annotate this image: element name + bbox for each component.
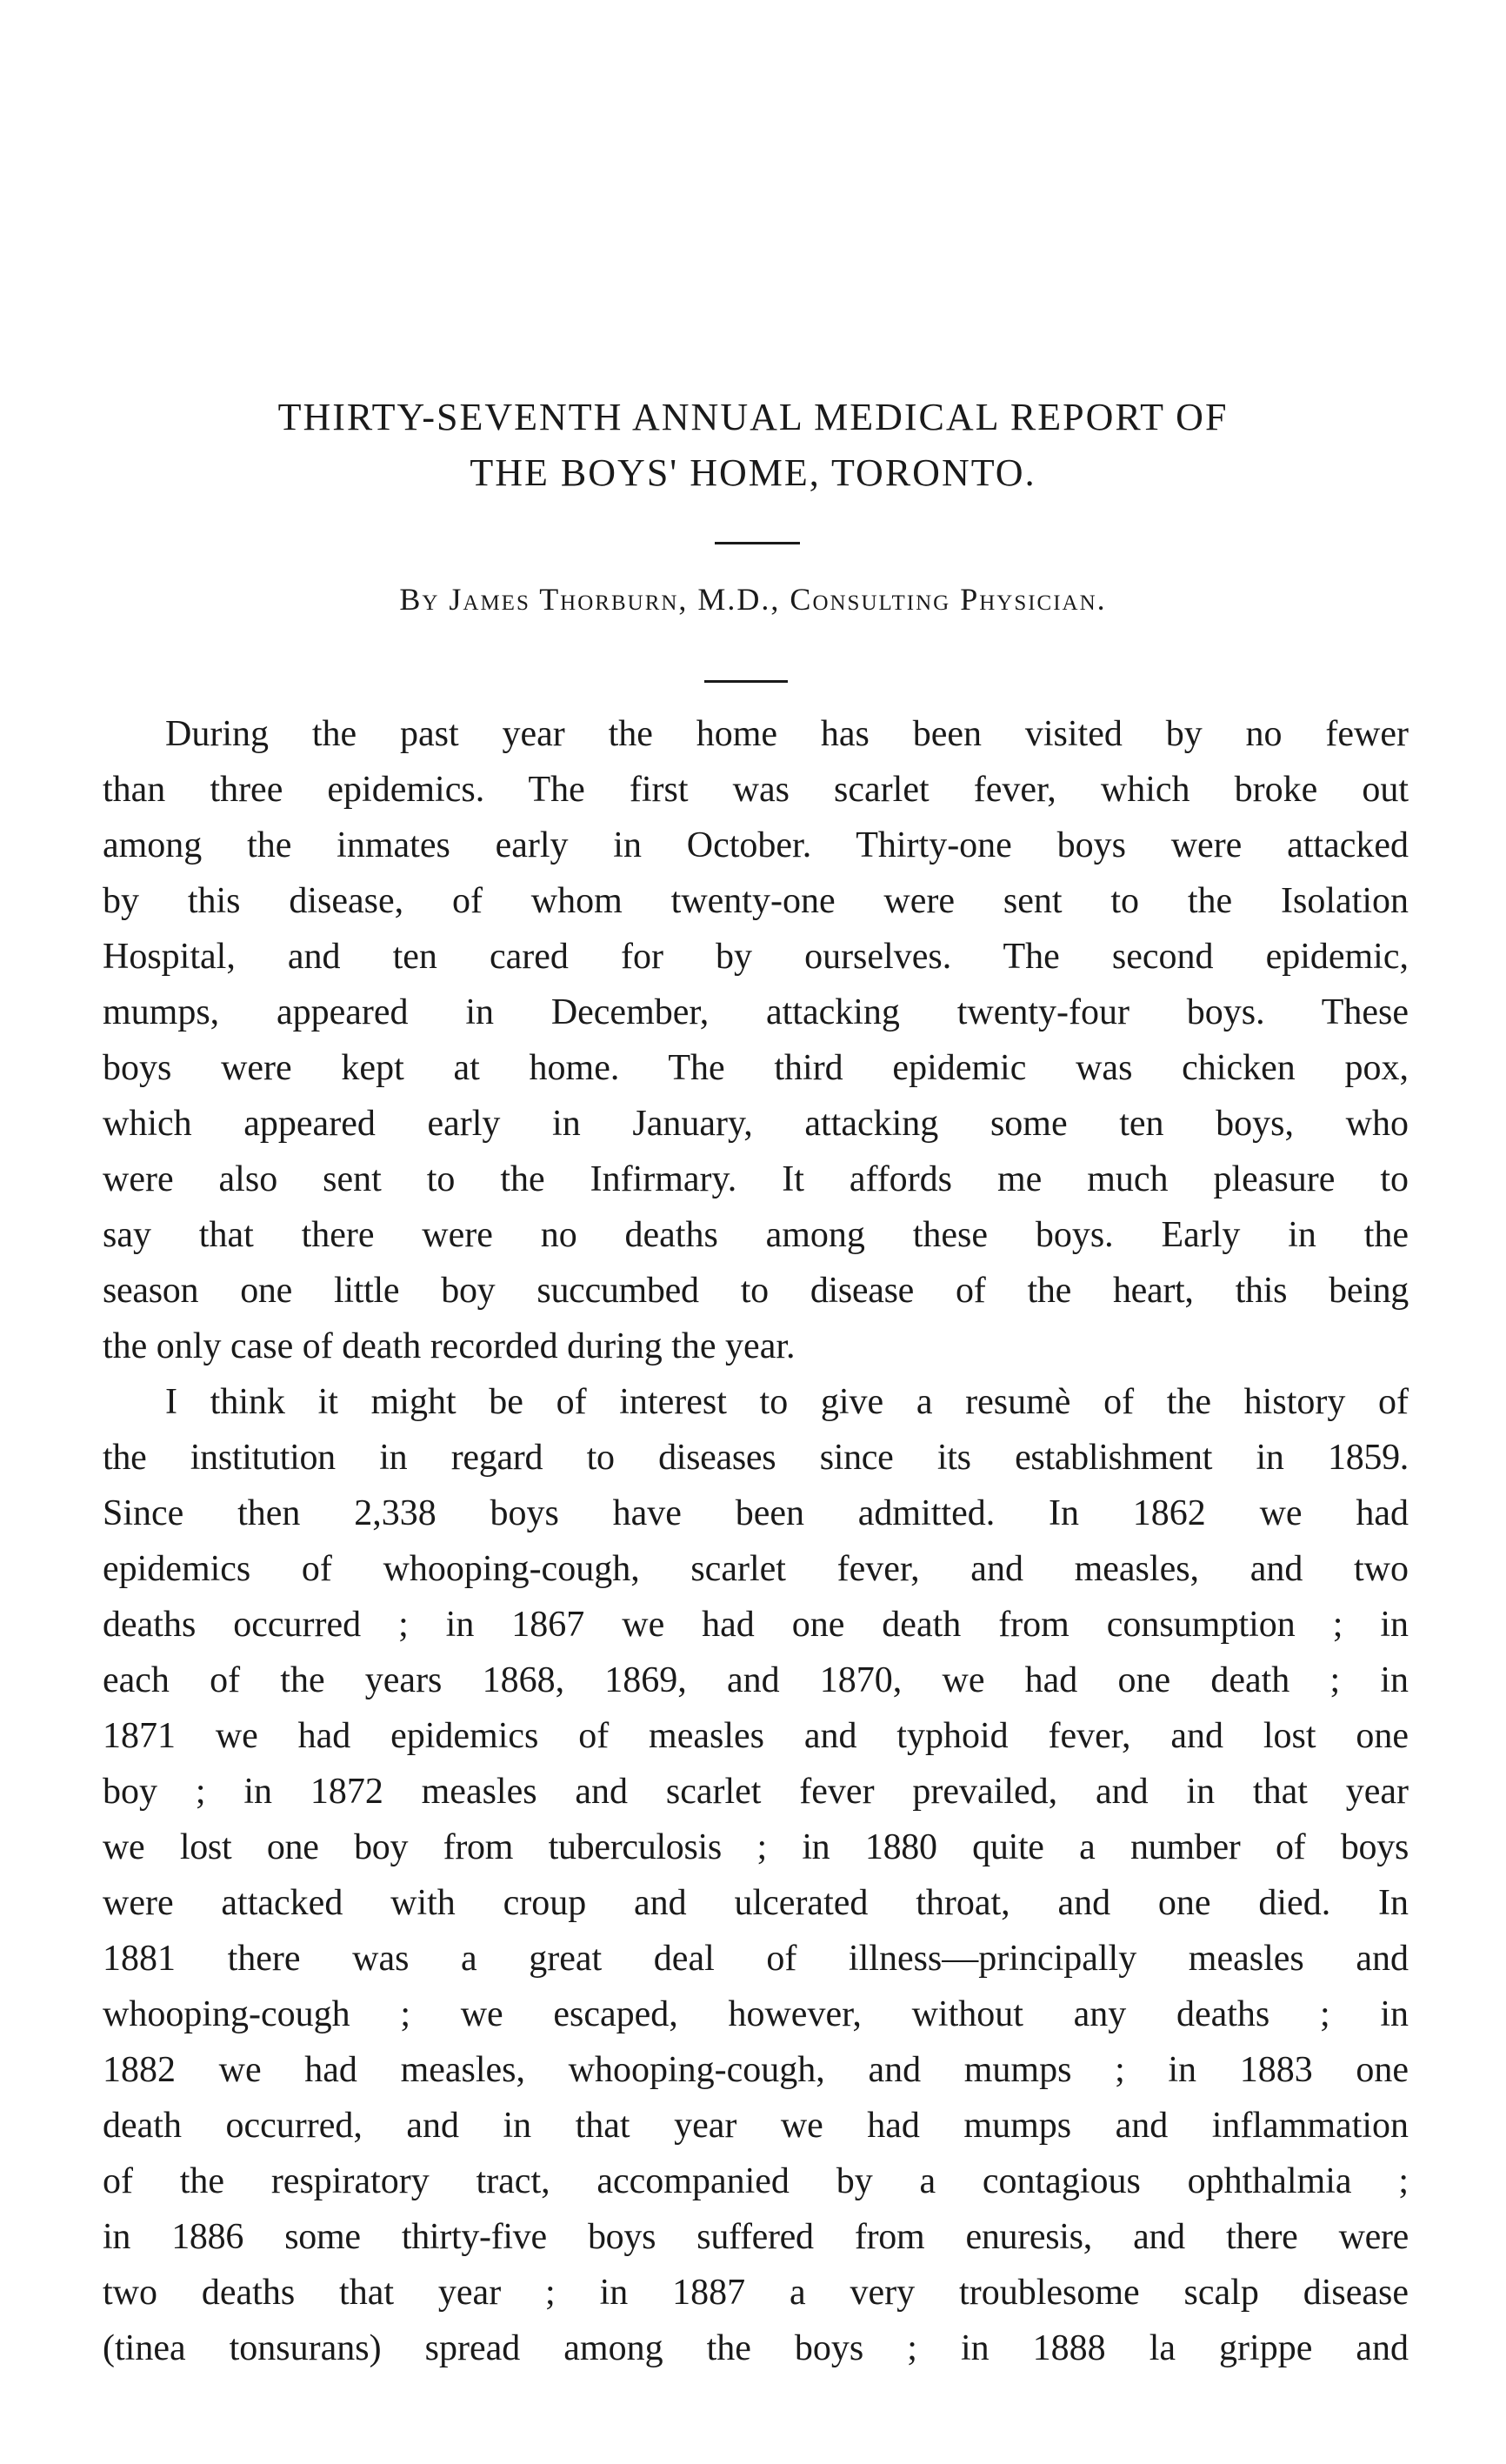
text-line: the only case of death recorded during the year. bbox=[103, 1326, 796, 1366]
text-line: (tinea tonsurans) spread among the boys ; in 1888 la grippe and bbox=[103, 2328, 1409, 2368]
text-line: season one little boy succumbed to disease of the heart, this being bbox=[103, 1271, 1409, 1311]
text-line: deaths occurred ; in 1867 we had one death from consumption ; in bbox=[103, 1605, 1409, 1645]
text-line: among the inmates early in October. Thirty-one boys were attacked bbox=[103, 825, 1409, 865]
text-line: 1871 we had epidemics of measles and typhoid fever, and lost one bbox=[103, 1716, 1409, 1756]
report-title bbox=[0, 390, 1506, 501]
report-body bbox=[103, 706, 1409, 2376]
byline-divider-rule bbox=[704, 680, 788, 683]
text-line: mumps, appeared in December, attacking twenty-four boys. These bbox=[103, 992, 1409, 1032]
text-line: death occurred, and in that year we had mumps and inflammation bbox=[103, 2106, 1409, 2146]
title-divider-rule bbox=[715, 542, 800, 544]
text-line: were attacked with croup and ulcerated throat, and one died. In bbox=[103, 1883, 1409, 1923]
text-line: 1882 we had measles, whooping-cough, and mumps ; in 1883 one bbox=[103, 2050, 1409, 2090]
text-line: Since then 2,338 boys have been admitted. In 1862 we had bbox=[103, 1493, 1409, 1533]
title-line-1: THIRTY-SEVENTH ANNUAL MEDICAL REPORT OF bbox=[277, 396, 1229, 438]
text-line: the institution in regard to diseases since its establishment in 1859. bbox=[103, 1438, 1409, 1478]
text-line: of the respiratory tract, accompanied by a contagious ophthalmia ; bbox=[103, 2161, 1409, 2201]
text-line: were also sent to the Infirmary. It affords me much pleasure to bbox=[103, 1159, 1409, 1199]
text-line: two deaths that year ; in 1887 a very troublesome scalp disease bbox=[103, 2273, 1409, 2313]
text-line: than three epidemics. The first was scarlet fever, which broke out bbox=[103, 770, 1409, 810]
text-line: each of the years 1868, 1869, and 1870, we had one death ; in bbox=[103, 1660, 1409, 1700]
paragraph-history bbox=[103, 1374, 1409, 2376]
text-line: we lost one boy from tuberculosis ; in 1880 quite a number of boys bbox=[103, 1827, 1409, 1867]
text-line: which appeared early in January, attacking some ten boys, who bbox=[103, 1104, 1409, 1144]
author-byline: By James Thorburn, M.D., Consulting Physician. bbox=[399, 582, 1107, 617]
text-line: by this disease, of whom twenty-one were sent to the Isolation bbox=[103, 881, 1409, 921]
text-line: During the past year the home has been visited by no fewer bbox=[165, 714, 1409, 754]
text-line: say that there were no deaths among these boys. Early in the bbox=[103, 1215, 1409, 1255]
text-line: in 1886 some thirty-five boys suffered from enuresis, and there were bbox=[103, 2217, 1409, 2257]
text-line: 1881 there was a great deal of illness—principally measles and bbox=[103, 1939, 1409, 1979]
title-line-2: THE BOYS' HOME, TORONTO. bbox=[470, 451, 1036, 494]
text-line: Hospital, and ten cared for by ourselves. The second epidemic, bbox=[103, 937, 1409, 977]
text-line: boys were kept at home. The third epidemic was chicken pox, bbox=[103, 1048, 1409, 1088]
paragraph-epidemics bbox=[103, 706, 1409, 1374]
text-line: boy ; in 1872 measles and scarlet fever prevailed, and in that year bbox=[103, 1772, 1409, 1812]
text-line: I think it might be of interest to give a resumè of the history of bbox=[165, 1382, 1409, 1422]
text-line: whooping-cough ; we escaped, however, without any deaths ; in bbox=[103, 1994, 1409, 2034]
text-line: epidemics of whooping-cough, scarlet fever, and measles, and two bbox=[103, 1549, 1409, 1589]
